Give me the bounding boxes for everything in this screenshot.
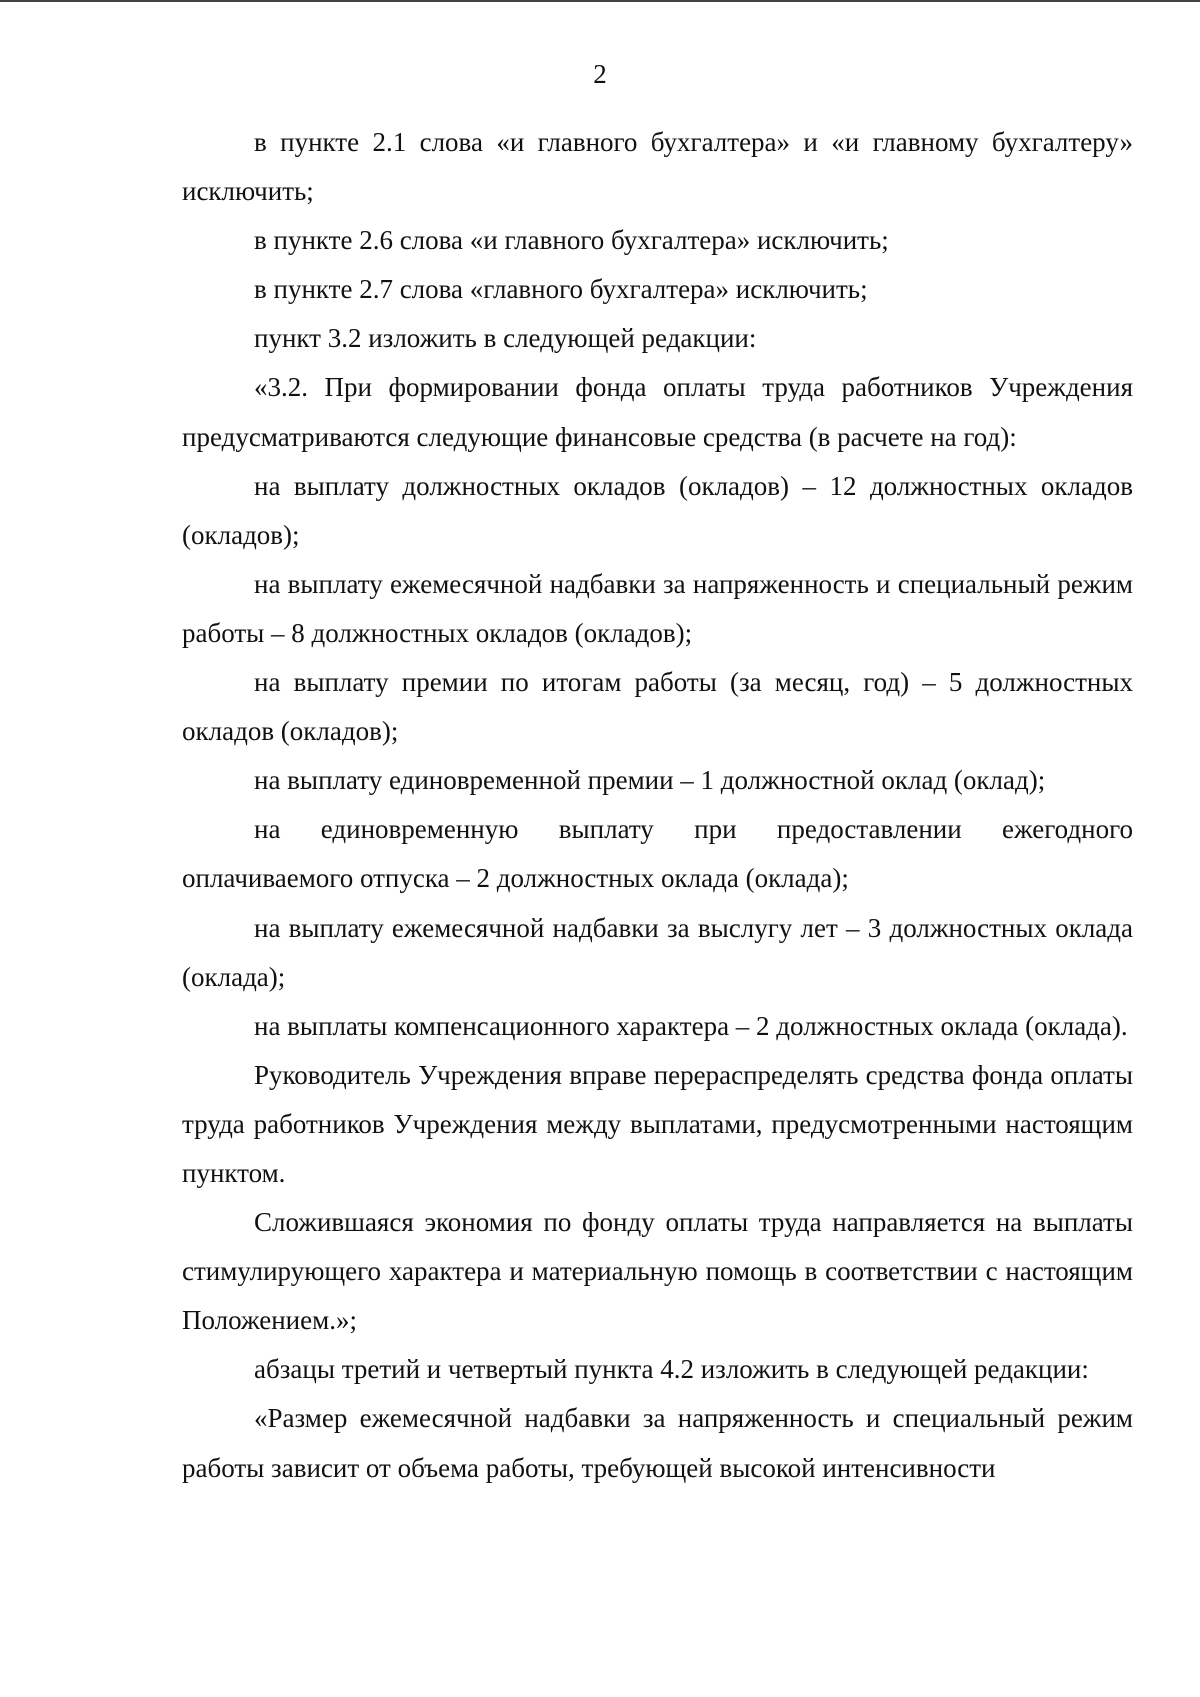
paragraph-seniority-bonus: на выплату ежемесячной надбавки за выслугу лет – 3 должностных оклада (оклада); bbox=[182, 912, 1133, 992]
paragraph-item-2-1: в пункте 2.1 слова «и главного бухгалтера» и «и главному бухгалтеру» исключить; bbox=[182, 127, 1133, 207]
paragraph-redistribution: Руководитель Учреждения вправе перераспределять средства фонда оплаты труда работников Учреждения между выплатами, предусмотренными настоящим пунктом. bbox=[182, 1059, 1133, 1188]
paragraph-salary-payments: на выплату должностных окладов (окладов) – 12 должностных окладов (окладов); bbox=[182, 470, 1133, 550]
paragraph-item-2-7: в пункте 2.7 слова «главного бухгалтера» исключить; bbox=[254, 274, 868, 305]
paragraph-savings: Сложившаяся экономия по фонду оплаты труда направляется на выплаты стимулирующего характера и материальную помощь в соответствии с настоящим Положением.»; bbox=[182, 1207, 1133, 1336]
paragraph-point-3-2-heading: «3.2. При формировании фонда оплаты труда работников Учреждения предусматриваются следующие финансовые средства (в расчете на год): bbox=[182, 372, 1133, 452]
paragraph-intensity-bonus: на выплату ежемесячной надбавки за напряженность и специальный режим работы – 8 должностных окладов (окладов); bbox=[182, 568, 1133, 648]
paragraph-item-2-6: в пункте 2.6 слова «и главного бухгалтера» исключить; bbox=[254, 225, 889, 256]
page-number: 2 bbox=[593, 59, 607, 89]
paragraph-point-3-2-intro: пункт 3.2 изложить в следующей редакции: bbox=[254, 323, 757, 354]
paragraph-compensation-payments: на выплаты компенсационного характера – 2 должностных оклада (оклада). bbox=[254, 1010, 1128, 1041]
document-body bbox=[182, 118, 1133, 1493]
paragraph-performance-bonus: на выплату премии по итогам работы (за месяц, год) – 5 должностных окладов (окладов); bbox=[182, 667, 1133, 747]
paragraph-point-4-2-text: «Размер ежемесячной надбавки за напряженность и специальный режим работы зависит от объема работы, требующей высокой интенсивности bbox=[182, 1403, 1133, 1483]
paragraph-point-4-2-intro: абзацы третий и четвертый пункта 4.2 изложить в следующей редакции: bbox=[254, 1354, 1089, 1385]
paragraph-one-time-bonus: на выплату единовременной премии – 1 должностной оклад (оклад); bbox=[254, 765, 1046, 796]
paragraph-vacation-payment: на единовременную выплату при предоставлении ежегодного оплачиваемого отпуска – 2 должностных оклада (оклада); bbox=[182, 814, 1133, 894]
